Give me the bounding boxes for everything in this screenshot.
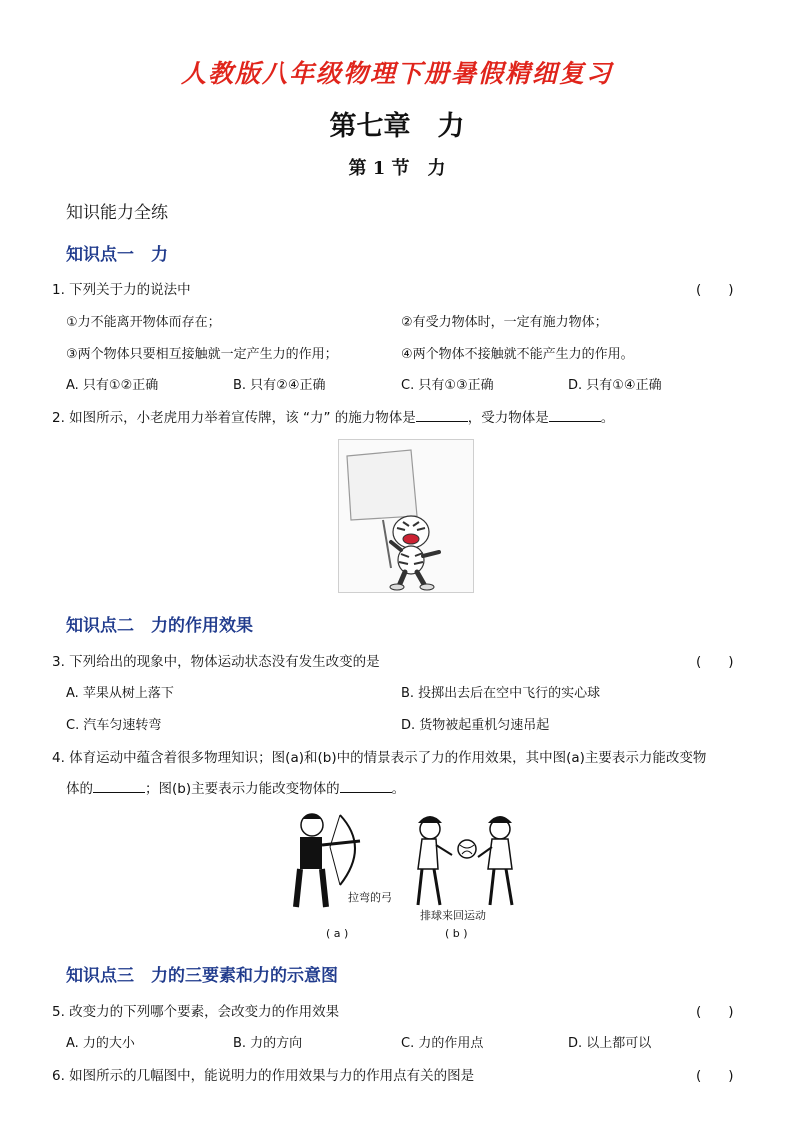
q1-statement-1: ①力不能离开物体而存在； [66,315,221,330]
banner-title: 人教版八年级物理下册暑假精细复习 [180,59,613,88]
q4-text-1: 体的 [66,781,93,797]
q1-option-c: C. 只有①③正确 [401,378,494,393]
q6-answer-paren: ( ) [696,1068,734,1084]
q3-stem: 3. 下列给出的现象中，物体运动状态没有发生改变的是 [52,654,380,670]
bow [340,815,355,885]
q5-stem: 5. 改变力的下列哪个要素，会改变力的作用效果 [52,1004,340,1020]
volleyball-players [418,816,512,905]
label-bent-bow: 拉弯的弓 [348,891,392,904]
tiger-sign-figure [338,439,474,593]
q4-line-1: 4. 体育运动中蕴含着很多物理知识；图(a)和(b)中的情景表示了力的作用效果，其中图(a)主要表示力能改变物 [52,750,707,766]
q3-option-d: D. 货物被起重机匀速吊起 [401,718,550,733]
q4-text-2: ；图(b)主要表示力能改变物体的 [145,781,340,797]
q5-option-a: A. 力的大小 [66,1036,135,1051]
q5-option-d: D. 以上都可以 [568,1036,652,1051]
q1-stem: 1. 下列关于力的说法中 [52,282,191,298]
q4-blank-1 [93,780,145,793]
volleyball [458,840,476,858]
chapter-title: 第七章 力 [329,111,465,142]
q1-option-d: D. 只有①④正确 [568,378,662,393]
q2-text-3: 。 [600,410,615,426]
tiger-sign-drawing [339,440,473,592]
q1-statement-2: ②有受力物体时，一定有施力物体； [401,315,608,330]
q2-blank-1 [416,409,468,422]
q3-option-a: A. 苹果从树上落下 [66,686,174,701]
q3-option-c: C. 汽车匀速转弯 [66,718,162,733]
caption-a: ( a ) [326,927,349,940]
q1-statement-3: ③两个物体只要相互接触就一定产生力的作用； [66,347,338,362]
blank-sign-board [347,450,417,520]
knowledge-point-2: 知识点二 力的作用效果 [66,616,253,636]
knowledge-point-3: 知识点三 力的三要素和力的示意图 [66,966,338,986]
q3-answer-paren: ( ) [696,654,734,670]
q3-option-b: B. 投掷出去后在空中飞行的实心球 [401,686,601,701]
q2-blank-2 [549,409,601,422]
q2-stem [52,406,614,426]
sports-drawing [290,807,518,917]
sports-figure [290,807,518,943]
sign-pole [383,520,391,568]
q2-text-2: ，受力物体是 [467,410,549,426]
caption-b: ( b ) [445,927,468,940]
knowledge-point-1: 知识点一 力 [66,245,168,265]
q4-text-3: 。 [391,781,406,797]
section-title: 第 1 节 力 [348,158,446,179]
q4-blank-2 [340,780,392,793]
q1-option-b: B. 只有②④正确 [233,378,326,393]
q1-option-a: A. 只有①②正确 [66,378,159,393]
q1-answer-paren: ( ) [696,282,734,298]
q5-answer-paren: ( ) [696,1004,734,1020]
q5-option-b: B. 力的方向 [233,1036,303,1051]
q2-text-1: 2. 如图所示，小老虎用力举着宣传牌，该 “力” 的施力物体是 [52,410,416,426]
q6-stem: 6. 如图所示的几幅图中，能说明力的作用效果与力的作用点有关的图是 [52,1068,475,1084]
q1-statement-4: ④两个物体不接触就不能产生力的作用。 [401,347,634,362]
practice-heading: 知识能力全练 [66,203,168,223]
label-volleyball: 排球来回运动 [420,909,486,922]
q5-option-c: C. 力的作用点 [401,1036,484,1051]
q4-line-2 [66,777,405,797]
